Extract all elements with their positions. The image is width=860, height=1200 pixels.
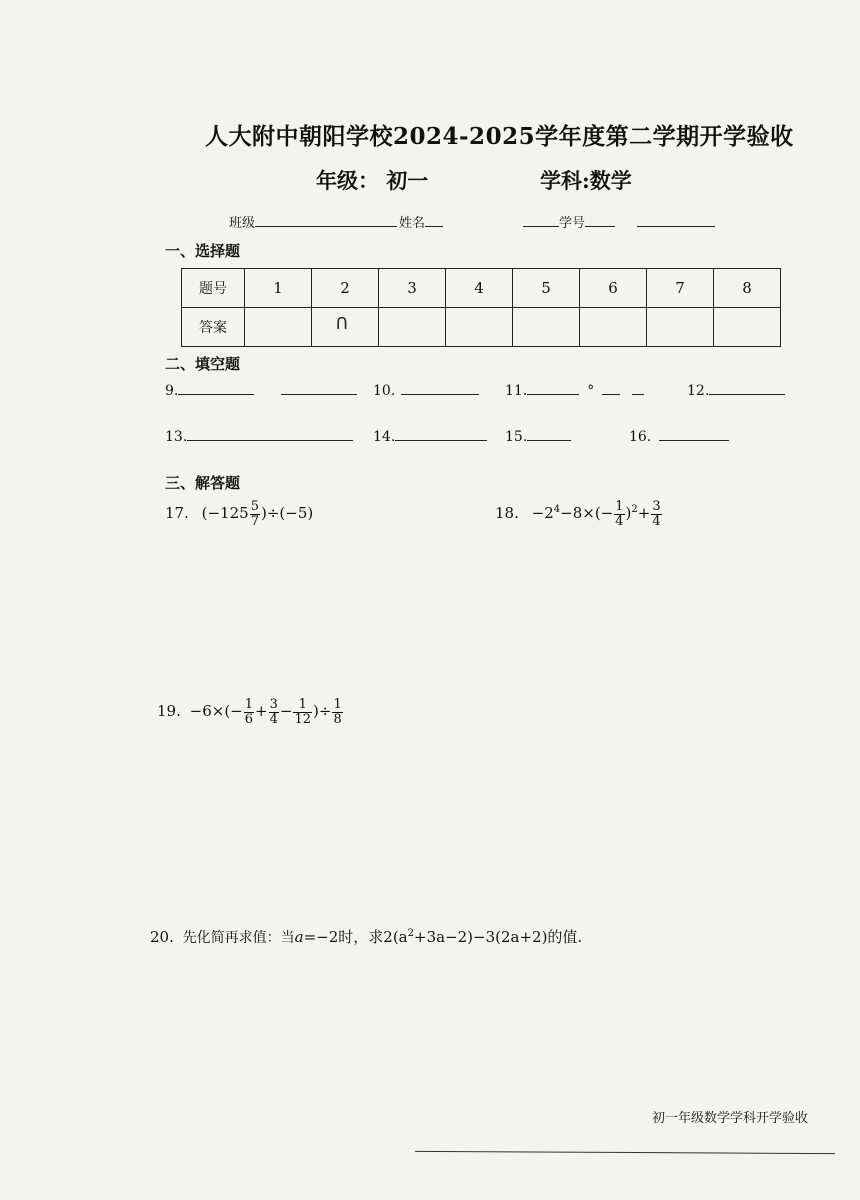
problem-number: 19. [157, 702, 181, 721]
question-number: 3 [379, 269, 446, 308]
fill-number: 14. [373, 429, 396, 445]
class-field [229, 212, 397, 231]
answer-cell[interactable] [245, 308, 312, 347]
expr-part: −8×(− [560, 504, 614, 523]
class-blank [255, 214, 397, 227]
answer-cell[interactable] [714, 308, 781, 347]
operator: + [637, 504, 651, 523]
exponent: 4 [553, 504, 561, 516]
problem-text: +3a−2)−3(2a+2)的值. [414, 928, 583, 946]
answer-table-number-row [182, 269, 781, 308]
fraction: $\frac{3}{4}$ [652, 499, 661, 529]
fill-item-14 [373, 428, 487, 445]
fraction: $\frac{1}{8}$ [333, 697, 342, 727]
fill-blank[interactable] [527, 382, 579, 395]
fill-blank[interactable] [709, 382, 785, 395]
id-blank-right [585, 214, 615, 227]
exponent: 2 [631, 504, 638, 516]
number-header: 题号 [182, 269, 245, 308]
question-number: 4 [446, 269, 513, 308]
operator: + [255, 702, 268, 721]
answer-cell[interactable] [580, 308, 647, 347]
name-blank [425, 214, 443, 227]
operator: ÷ [318, 702, 332, 721]
fill-number: 16. [629, 429, 652, 445]
fill-item-12 [687, 382, 785, 399]
problem-number: 18. [495, 504, 519, 523]
answer-cell[interactable] [446, 308, 513, 347]
answer-cell[interactable] [647, 308, 714, 347]
fill-blank[interactable] [632, 382, 644, 395]
fill-blank[interactable] [187, 428, 353, 441]
fraction: $\frac{5}{7}$ [250, 499, 259, 529]
section-choice-heading: 一、选择题 [165, 242, 241, 260]
problem-number: 17. [165, 504, 189, 523]
id-blank-left [523, 214, 559, 227]
problem-20 [150, 926, 582, 947]
fill-number: 11. [505, 383, 528, 399]
fill-blank[interactable] [659, 428, 729, 441]
fill-blank[interactable] [527, 428, 571, 441]
name-label: 姓名 [399, 216, 426, 231]
fraction: $\frac{3}{4}$ [269, 697, 278, 727]
answer-header: 答案 [182, 308, 245, 347]
question-number: 1 [245, 269, 312, 308]
id-field [523, 212, 715, 231]
extra-blank [637, 214, 715, 227]
footer-divider [415, 1151, 835, 1154]
question-number: 5 [513, 269, 580, 308]
question-number: 6 [580, 269, 647, 308]
variable: a [294, 928, 304, 946]
id-label: 学号 [559, 216, 586, 231]
class-label: 班级 [229, 216, 256, 231]
problem-18: 18. $-2^4-8\times(-$ $\frac{1}{4}$ )$^2$+ $\frac{3}{4}$ [495, 499, 661, 529]
expr-part: )÷(−5) [260, 504, 314, 523]
fill-item-13 [165, 428, 353, 445]
problem-text: =−2时，求2(a [303, 928, 408, 946]
fraction: $\frac{1}{4}$ [615, 499, 624, 529]
fill-item-16 [629, 428, 729, 445]
footer-label: 初一年级数学学科开学验收 [652, 1111, 809, 1126]
fill-blank[interactable] [281, 382, 357, 395]
section-fill-heading: 二、填空题 [165, 355, 241, 373]
name-field [399, 212, 443, 231]
fill-item-15 [505, 428, 571, 445]
question-number: 8 [714, 269, 781, 308]
exam-title: 人大附中朝阳学校2024-2025学年度第二学期开学验收 [205, 123, 794, 150]
fill-blank[interactable] [401, 382, 479, 395]
handwritten-mark: ᑎ [336, 314, 348, 333]
problem-19: 19. −6×(− $\frac{1}{6}$ + $\frac{3}{4}$ − $\frac{1}{12}$ )÷ $\frac{1}{8}$ [157, 697, 342, 727]
fill-number: 12. [687, 383, 710, 399]
section-solve-heading: 三、解答题 [165, 474, 241, 492]
fill-item-11 [505, 382, 644, 399]
answer-table-answer-row [182, 308, 781, 347]
operator: − [279, 702, 293, 721]
answer-table [181, 268, 781, 347]
fill-item-9 [165, 382, 357, 399]
expr-part: (−125 [201, 504, 249, 523]
subject-label: 学科:数学 [540, 168, 632, 193]
fraction: $\frac{1}{6}$ [244, 697, 254, 727]
fill-number: 13. [165, 429, 188, 445]
fill-blank[interactable] [395, 428, 487, 441]
fill-blank[interactable] [602, 382, 620, 395]
fraction: $\frac{1}{12}$ [294, 697, 312, 727]
question-number: 2 [312, 269, 379, 308]
exponent: 2 [407, 928, 414, 939]
problem-number: 20. [150, 928, 174, 946]
problem-17 [165, 500, 313, 528]
degree-symbol: ° [587, 383, 595, 399]
answer-cell[interactable] [379, 308, 446, 347]
expr-part: −2 [531, 504, 554, 523]
question-number: 7 [647, 269, 714, 308]
fill-number: 10. [373, 383, 396, 399]
fill-item-10 [373, 382, 479, 399]
fill-blank[interactable] [178, 382, 254, 395]
answer-cell[interactable] [513, 308, 580, 347]
problem-text: 先化简再求值：当 [182, 930, 295, 946]
expr-part: −6×(− [189, 702, 243, 721]
fill-number: 15. [505, 429, 528, 445]
grade-label: 年级： 初一 [316, 168, 429, 193]
fill-number: 9. [165, 383, 179, 399]
